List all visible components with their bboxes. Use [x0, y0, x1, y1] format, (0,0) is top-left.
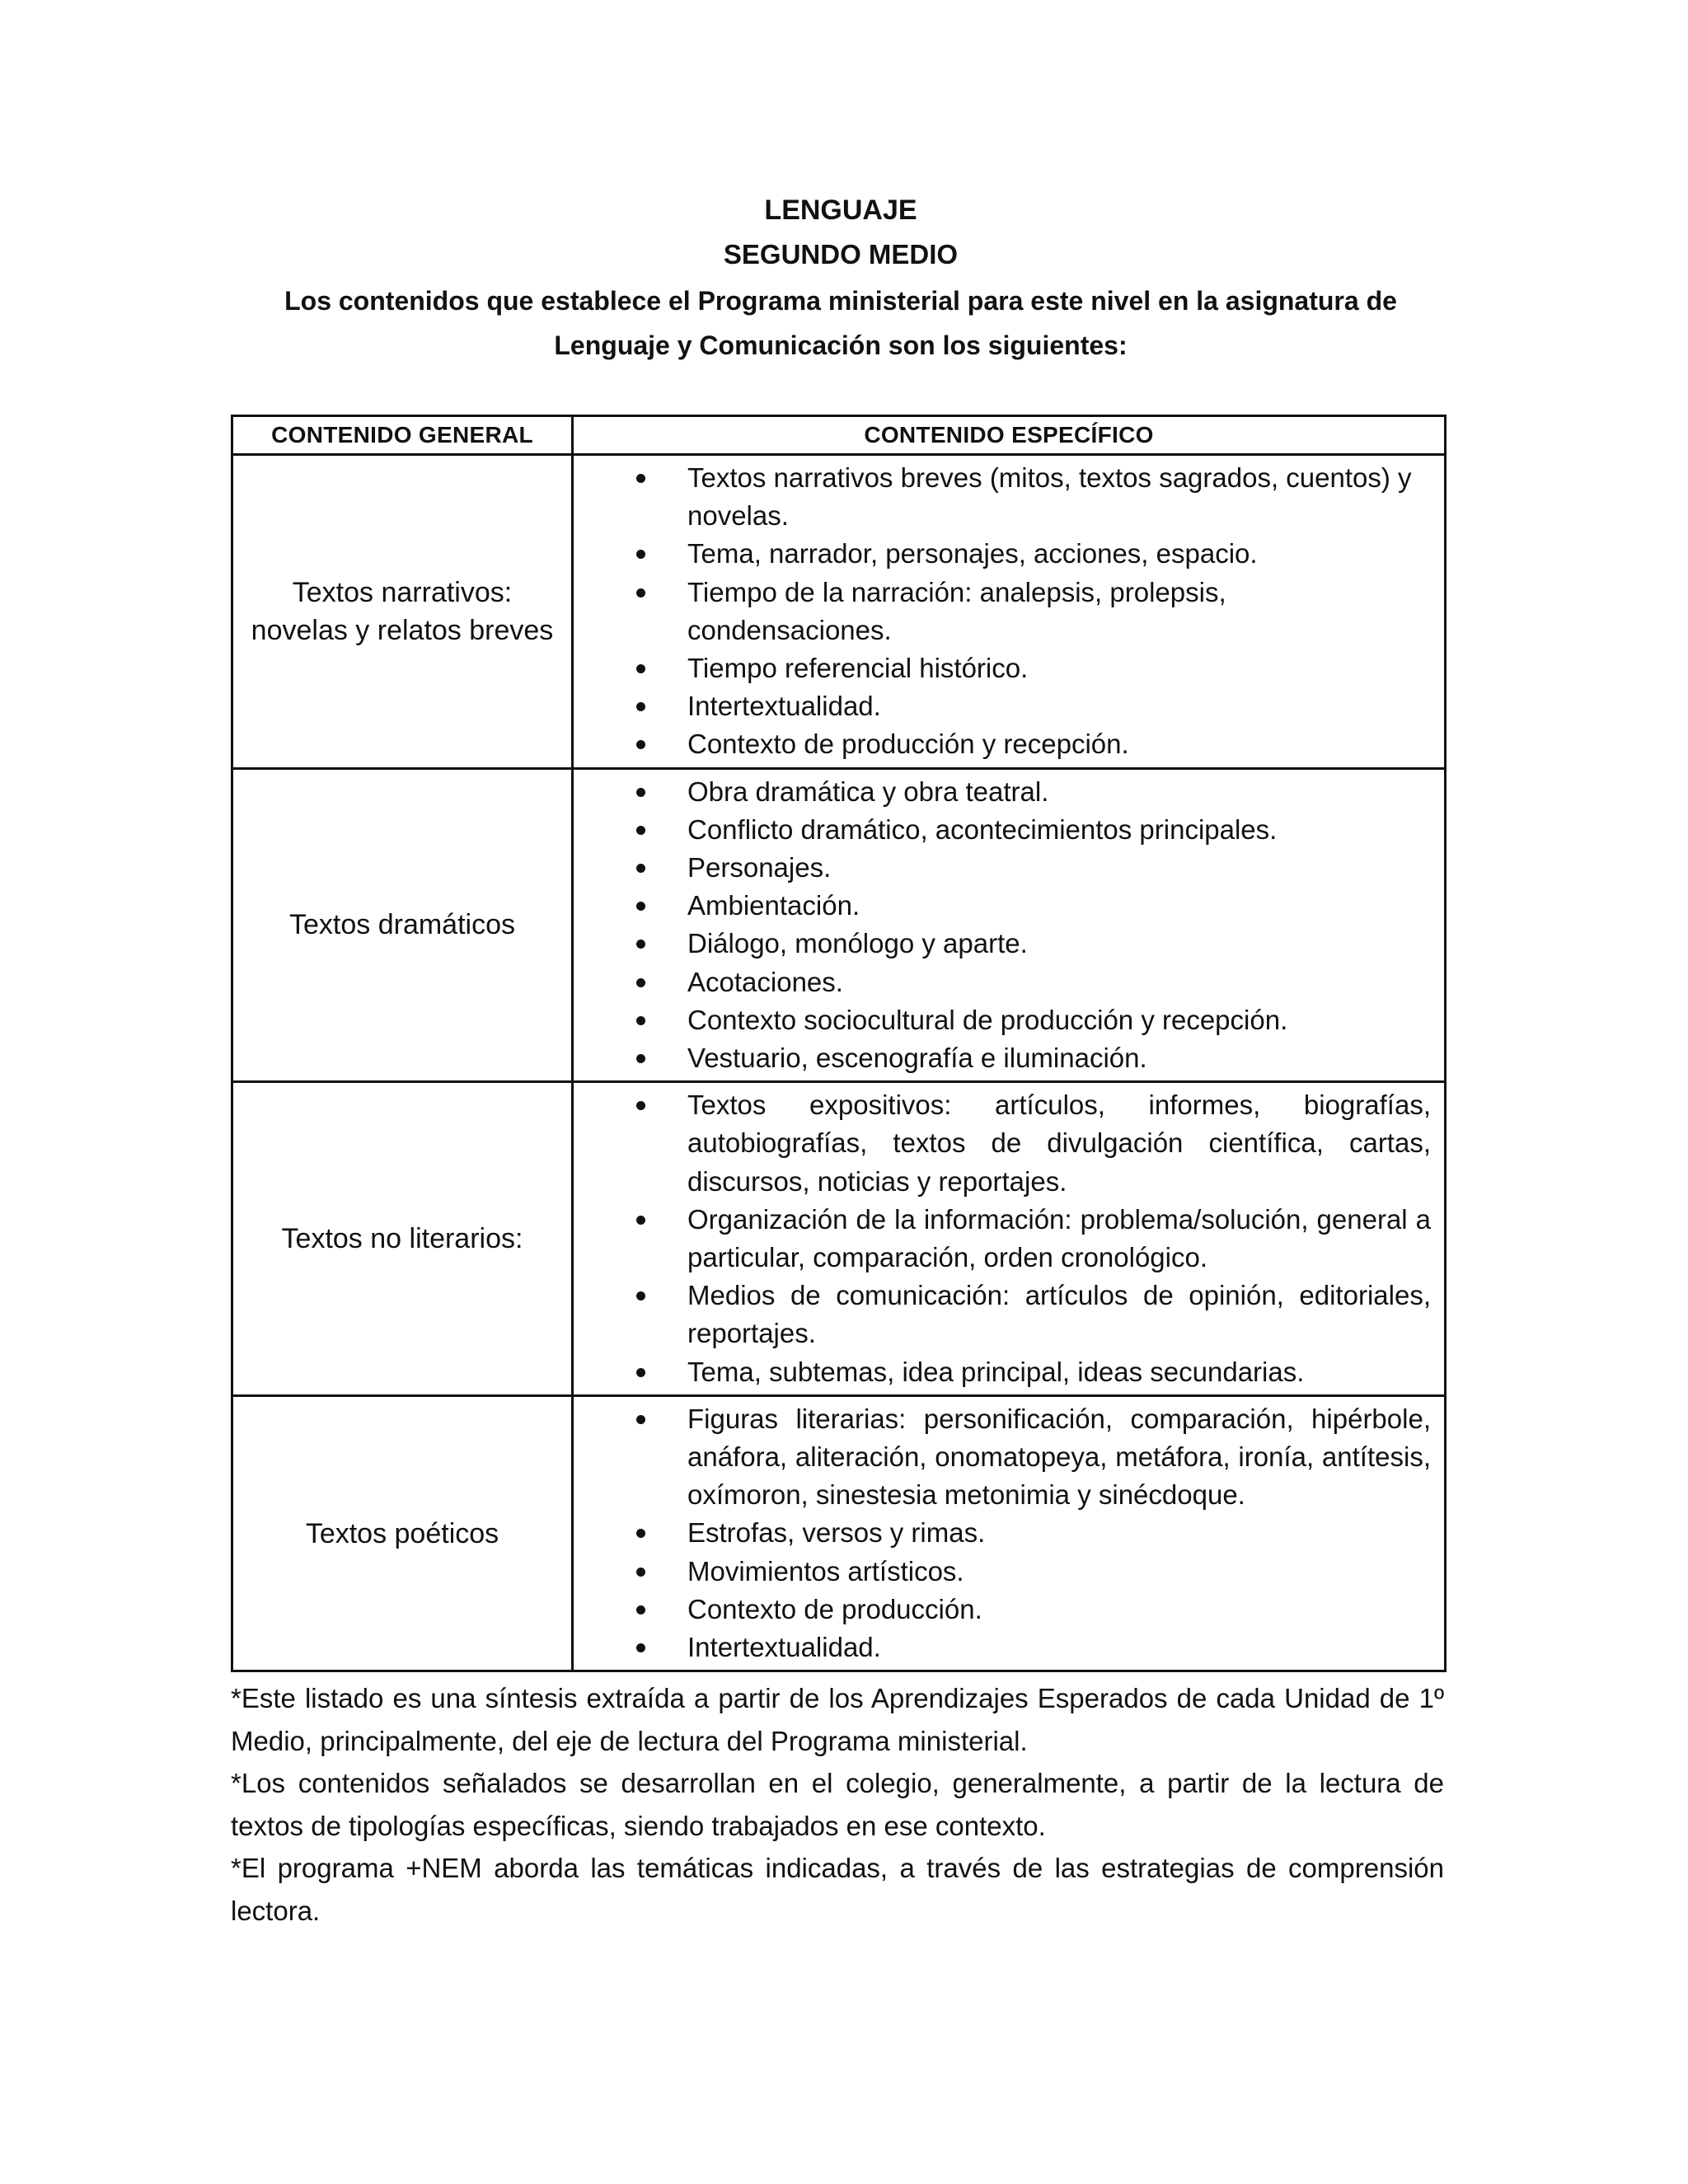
- list-item: Figuras literarias: personificación, comparación, hipérbole, anáfora, aliteración, onomatopeya, metáfora, ironía, antítesis, oxímoron, sinestesia metonimia y sinécdoque.: [574, 1400, 1431, 1515]
- specific-list: [574, 1400, 1431, 1666]
- page-description: Los contenidos que establece el Programa ministerial para este nivel en la asignatura de Lenguaje y Comunicación son los siguientes:: [284, 286, 1397, 360]
- footnote: *El programa +NEM aborda las temáticas indicadas, a través de las estrategias de comprensión lectora.: [231, 1853, 1444, 1926]
- general-label: Textos poéticos: [305, 1517, 499, 1549]
- list-item: Obra dramática y obra teatral.: [574, 773, 1431, 811]
- specific-list: [574, 1086, 1431, 1391]
- specific-cell: [573, 768, 1446, 1082]
- list-item: Organización de la información: problema/solución, general a particular, comparación, orden cronológico.: [574, 1201, 1431, 1277]
- table-header-row: [232, 416, 1446, 455]
- bullet-icon: [636, 1415, 645, 1424]
- bullet-icon: [636, 664, 645, 673]
- specific-list: [574, 773, 1431, 1078]
- list-item: Vestuario, escenografía e iluminación.: [574, 1039, 1431, 1077]
- page-subtitle: SEGUNDO MEDIO: [723, 239, 959, 269]
- general-label: Textos dramáticos: [289, 909, 515, 941]
- page-title: LENGUAJE: [764, 194, 917, 226]
- specific-list: [574, 459, 1431, 764]
- bullet-icon: [636, 1568, 645, 1577]
- general-cell: [232, 768, 573, 1082]
- general-label: Textos no literarios:: [281, 1223, 523, 1255]
- footnote: *Los contenidos señalados se desarrollan en el colegio, generalmente, a partir de la lectura de textos de tipologías específicas, siendo trabajados en ese contexto.: [231, 1768, 1444, 1841]
- list-item: Contexto sociocultural de producción y recepción.: [574, 1001, 1431, 1039]
- list-item: Estrofas, versos y rimas.: [574, 1514, 1431, 1552]
- list-item: Diálogo, monólogo y aparte.: [574, 925, 1431, 963]
- footnotes: [231, 1677, 1444, 1932]
- bullet-icon: [636, 1529, 645, 1538]
- bullet-icon: [636, 588, 645, 598]
- list-item: Intertextualidad.: [574, 1629, 1431, 1666]
- bullet-icon: [636, 474, 645, 483]
- list-item: Acotaciones.: [574, 963, 1431, 1001]
- list-item: Medios de comunicación: artículos de opinión, editoriales, reportajes.: [574, 1277, 1431, 1352]
- list-item: Contexto de producción y recepción.: [574, 725, 1431, 763]
- list-item: Contexto de producción.: [574, 1591, 1431, 1629]
- bullet-icon: [636, 864, 645, 873]
- general-cell: [232, 1082, 573, 1396]
- list-item: Textos expositivos: artículos, informes, biografías, autobiografías, textos de divulgación científica, cartas, discursos, noticias y reportajes.: [574, 1086, 1431, 1201]
- list-item: Ambientación.: [574, 887, 1431, 925]
- bullet-icon: [636, 740, 645, 749]
- bullet-icon: [636, 550, 645, 559]
- list-item: Intertextualidad.: [574, 687, 1431, 725]
- list-item: Conflicto dramático, acontecimientos principales.: [574, 811, 1431, 849]
- general-cell: [232, 1395, 573, 1671]
- bullet-icon: [636, 1054, 645, 1063]
- specific-cell: [573, 1395, 1446, 1671]
- list-item: Tiempo de la narración: analepsis, prolepsis, condensaciones.: [574, 574, 1431, 649]
- general-label: Textos narrativos:: [292, 576, 513, 608]
- bullet-icon: [636, 1216, 645, 1225]
- bullet-icon: [636, 902, 645, 911]
- specific-cell: [573, 455, 1446, 769]
- list-item: Movimientos artísticos.: [574, 1553, 1431, 1591]
- bullet-icon: [636, 1016, 645, 1025]
- table-row: [232, 455, 1446, 769]
- list-item: Textos narrativos breves (mitos, textos sagrados, cuentos) y novelas.: [574, 459, 1431, 535]
- contents-table: [231, 415, 1447, 1672]
- general-cell: [232, 455, 573, 769]
- column-header-specific: CONTENIDO ESPECÍFICO: [573, 416, 1446, 455]
- bullet-icon: [636, 940, 645, 949]
- specific-cell: [573, 1082, 1446, 1396]
- list-item: Tema, narrador, personajes, acciones, espacio.: [574, 535, 1431, 573]
- bullet-icon: [636, 1643, 645, 1652]
- bullet-icon: [636, 1101, 645, 1110]
- table-row: [232, 1082, 1446, 1396]
- bullet-icon: [636, 1291, 645, 1301]
- bullet-icon: [636, 702, 645, 711]
- bullet-icon: [636, 826, 645, 835]
- list-item: Personajes.: [574, 849, 1431, 887]
- list-item: Tiempo referencial histórico.: [574, 649, 1431, 687]
- bullet-icon: [636, 978, 645, 987]
- bullet-icon: [636, 788, 645, 797]
- bullet-icon: [636, 1368, 645, 1377]
- table-row: [232, 768, 1446, 1082]
- general-label-line2: novelas y relatos breves: [251, 614, 554, 646]
- footnote: *Este listado es una síntesis extraída a partir de los Aprendizajes Esperados de cada Unidad de 1º Medio, principalmente, del eje de lectura del Programa ministerial.: [231, 1683, 1444, 1756]
- table-row: [232, 1395, 1446, 1671]
- column-header-general: CONTENIDO GENERAL: [232, 416, 573, 455]
- list-item: Tema, subtemas, idea principal, ideas secundarias.: [574, 1353, 1431, 1391]
- bullet-icon: [636, 1605, 645, 1615]
